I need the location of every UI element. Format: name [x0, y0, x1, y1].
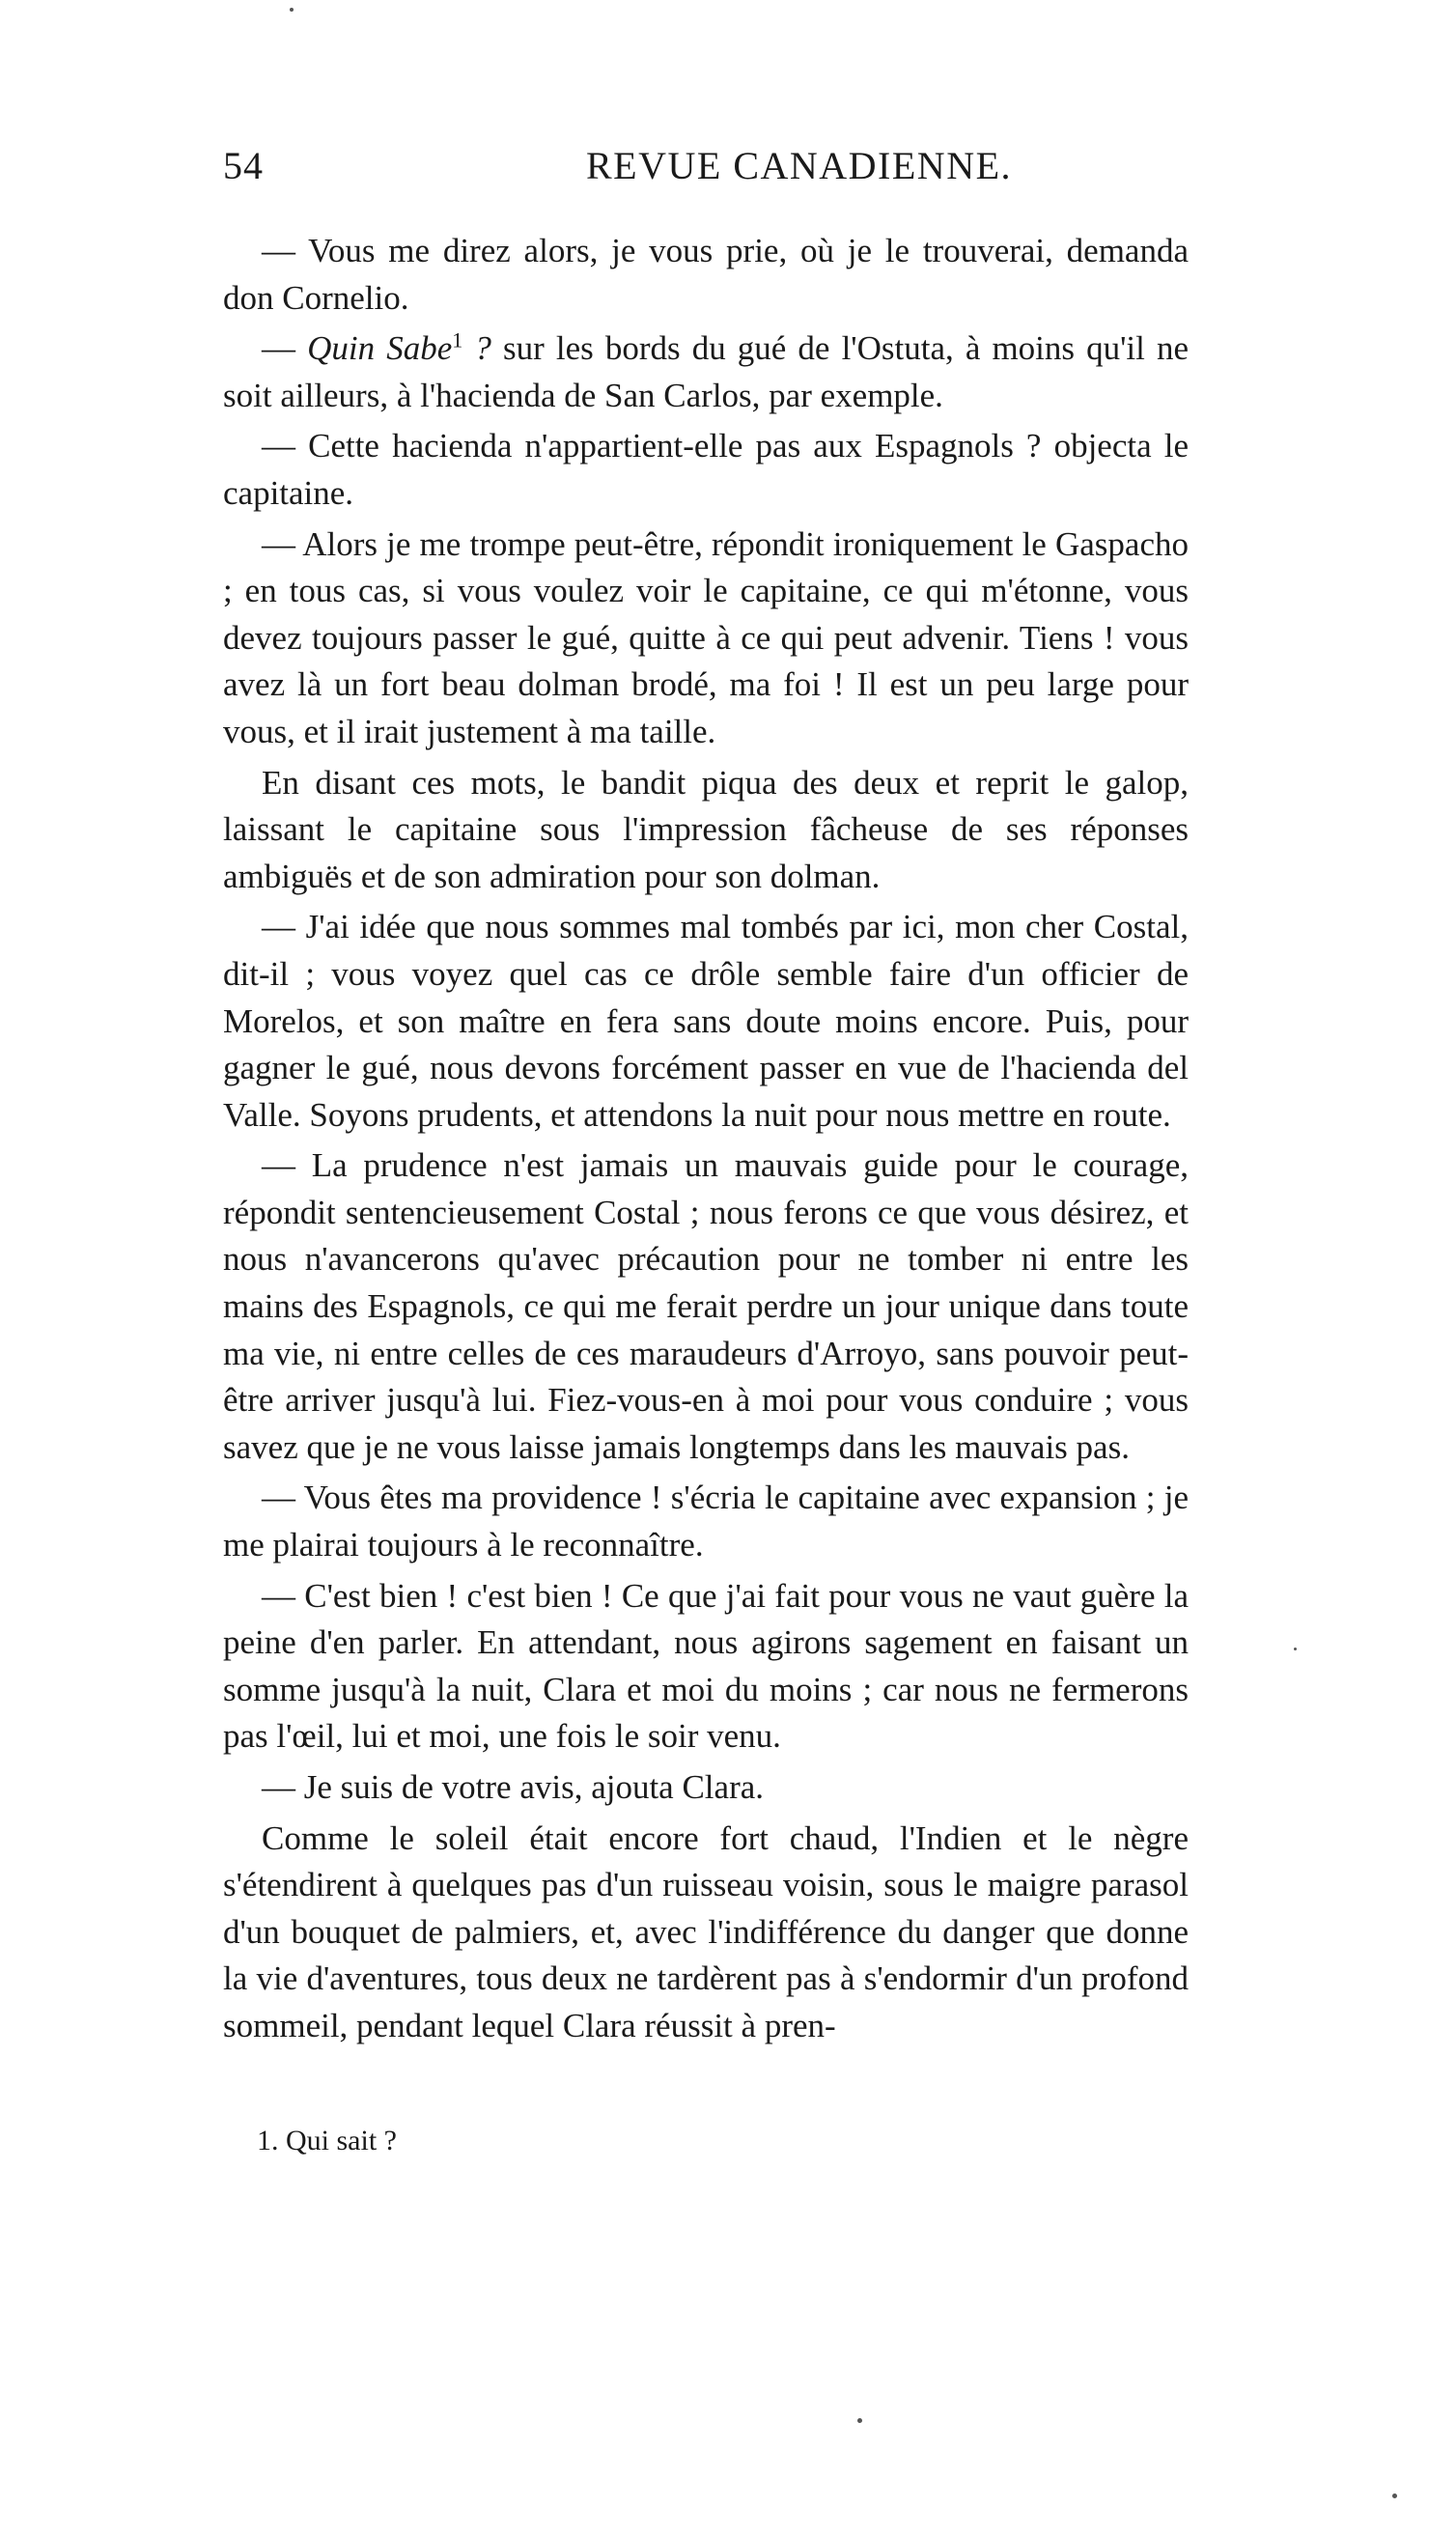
ink-speck [290, 8, 294, 12]
paragraph: — La prudence n'est jamais un mauvais guide pour le courage, répondit sentencieusement Costal ; nous ferons ce que vous désirez, et nous n'avancerons qu'avec précaution pour ne tomber ni entre les mains des Espagnols, ce qui me ferait perdre un jour unique dans toute ma vie, ni entre celles de ces maraudeurs d'Arroyo, sans pouvoir peut-être arriver jusqu'à lui. Fiez-vous-en à moi pour vous conduire ; vous savez que je ne vous laisse jamais longtemps dans les mauvais pas. [223, 1146, 1189, 1466]
running-title: REVUE CANADIENNE. [586, 144, 1013, 187]
page-header [223, 143, 1189, 201]
dash: — [262, 329, 308, 368]
paragraph: En disant ces mots, le bandit piqua des deux et reprit le galop, laissant le capitaine sous l'impression fâcheuse de ses réponses ambiguës et de son admiration pour son dolman. [223, 763, 1189, 895]
paragraph: — Alors je me trompe peut-être, répondit ironiquement le Gaspacho ; en tous cas, si vous voulez voir le capitaine, ce qui m'étonne, vous devez toujours passer le gué, quitte à ce qui peut advenir. Tiens ! vous avez là un fort beau dolman brodé, ma foi ! Il est un peu large pour vous, et il irait justement à ma taille. [223, 524, 1189, 750]
paragraph: — J'ai idée que nous sommes mal tombés par ici, mon cher Costal, dit-il ; vous voyez quel cas ce drôle semble faire d'un officier de Morelos, et son maître en fera sans doute moins encore. Puis, pour gagner le gué, nous devons forcément passer en vue de l'hacienda del Valle. Soyons prudents, et attendons la nuit pour nous mettre en route. [223, 908, 1189, 1134]
ink-speck [1392, 2494, 1397, 2498]
footnote: 1. Qui sait ? [257, 2125, 397, 2156]
italic-phrase: Quin Sabe [307, 329, 453, 368]
ink-speck [857, 2418, 862, 2423]
paragraph [223, 325, 1189, 419]
paragraph: — Vous êtes ma providence ! s'écria le capitaine avec expansion ; je me plairai toujours à le reconnaître. [223, 1479, 1189, 1564]
paragraph: — Vous me direz alors, je vous prie, où je le trouverai, demanda don Cornelio. [223, 232, 1189, 317]
page-number: 54 [223, 144, 264, 187]
body-text [223, 228, 1189, 2050]
footnote-reference: 1 [452, 327, 463, 352]
paragraph: — Je suis de votre avis, ajouta Clara. [262, 1768, 765, 1806]
ink-speck [1294, 1648, 1297, 1650]
paragraph-rest: sur les bords du gué de l'Ostuta, à moins qu'il ne soit ailleurs, à l'hacienda de San Carlos, par exemple. [223, 329, 1190, 414]
paragraph: Comme le soleil était encore fort chaud, l'Indien et le nègre s'étendirent à quelques pas d'un ruisseau voisin, sous le maigre parasol d'un bouquet de palmiers, et, avec l'indifférence du danger que donne la vie d'aventures, tous deux ne tardèrent pas à s'endormir d'un profond sommeil, pendant lequel Clara réussit à pren- [223, 1818, 1189, 2044]
paragraph: — Cette hacienda n'appartient-elle pas aux Espagnols ? objecta le capitaine. [223, 427, 1189, 512]
paragraph: — C'est bien ! c'est bien ! Ce que j'ai fait pour vous ne vaut guère la peine d'en parler. En attendant, nous agirons sagement en faisant un somme jusqu'à la nuit, Clara et moi du moins ; car nous ne fermerons pas l'œil, lui et moi, une fois le soir venu. [223, 1576, 1189, 1756]
question-mark: ? [462, 329, 491, 368]
